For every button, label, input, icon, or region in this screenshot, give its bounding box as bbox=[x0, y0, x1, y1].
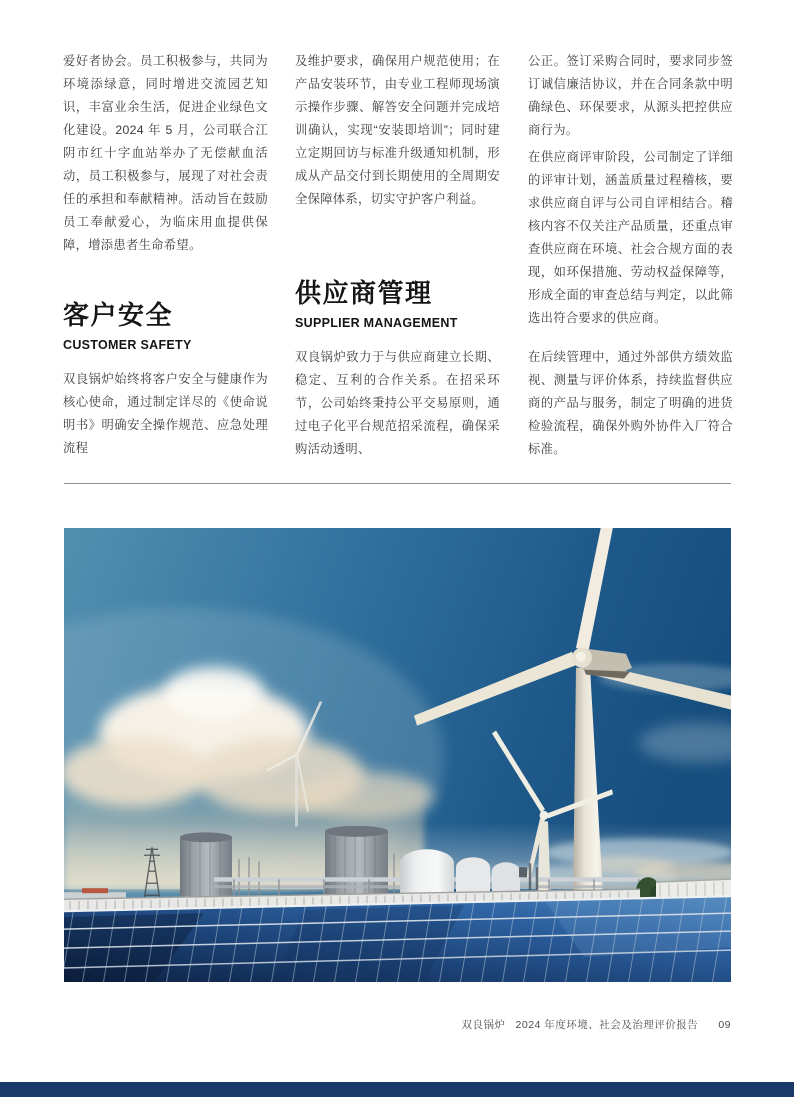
hero-photo bbox=[64, 528, 731, 982]
footer-page-number: 09 bbox=[718, 1019, 731, 1031]
bottom-accent-bar bbox=[0, 1082, 794, 1097]
page-footer bbox=[462, 1017, 731, 1032]
heading-customer-safety-en: CUSTOMER SAFETY bbox=[63, 338, 192, 352]
column3-paragraph-procurement: 公正。签订采购合同时，要求同步签订诚信廉洁协议，并在合同条款中明确绿色、环保要求，从源头把控供应商行为。 bbox=[528, 54, 733, 137]
footer-company: 双良锅炉 bbox=[461, 1019, 506, 1031]
heading-supplier-management: 供应商管理 bbox=[295, 278, 433, 308]
section-divider bbox=[64, 483, 731, 484]
column1-paragraph-community-activity: 爱好者协会。员工积极参与，共同为环境添绿意，同时增进交流园艺知识，丰富业余生活，促进企业绿色文化建设。2024 年 5 月，公司联合江阴市红十字血站举办了无偿献血活动，员工积极参与，展现了对社会责任的承担和奉献精神。活动旨在鼓励员工奉献爱心，为临床用血提供保障，增添患者生命希望。 bbox=[63, 54, 268, 252]
column3-paragraph-supplier-review: 在供应商评审阶段，公司制定了详细的评审计划，涵盖质量过程稽核，要求供应商自评与公司自评相结合。稽核内容不仅关注产品质量，还重点审查供应商在环境、社会合规方面的表现，如环保措施、劳动权益保障等，形成全面的审查总结与判定，以此筛选出符合要求的供应商。 bbox=[528, 150, 733, 325]
footer-report-title: 2024 年度环境、社会及治理评价报告 bbox=[515, 1019, 699, 1031]
column1-paragraph-customer-safety: 双良锅炉始终将客户安全与健康作为核心使命，通过制定详尽的《使命说明书》明确安全操作规范、应急处理流程 bbox=[63, 372, 268, 455]
column2-paragraph-customer-safety-cont: 及维护要求，确保用户规范使用；在产品安装环节，由专业工程师现场演示操作步骤、解答安全问题并完成培训确认，实现“安装即培训”；同时建立定期回访与标准升级通知机制，形成从产品交付到长期使用的全周期安全保障体系，切实守护客户利益。 bbox=[295, 54, 500, 206]
heading-customer-safety: 客户安全 bbox=[63, 300, 174, 330]
heading-supplier-management-en: SUPPLIER MANAGEMENT bbox=[295, 316, 458, 330]
column2-paragraph-supplier-management: 双良锅炉致力于与供应商建立长期、稳定、互利的合作关系。在招采环节，公司始终秉持公平交易原则，通过电子化平台规范招采流程，确保采购活动透明、 bbox=[295, 350, 500, 456]
column3-paragraph-followup-management: 在后续管理中，通过外部供方绩效监视、测量与评价体系，持续监督供应商的产品与服务，制定了明确的进货检验流程，确保外购外协件入厂符合标准。 bbox=[528, 350, 733, 456]
